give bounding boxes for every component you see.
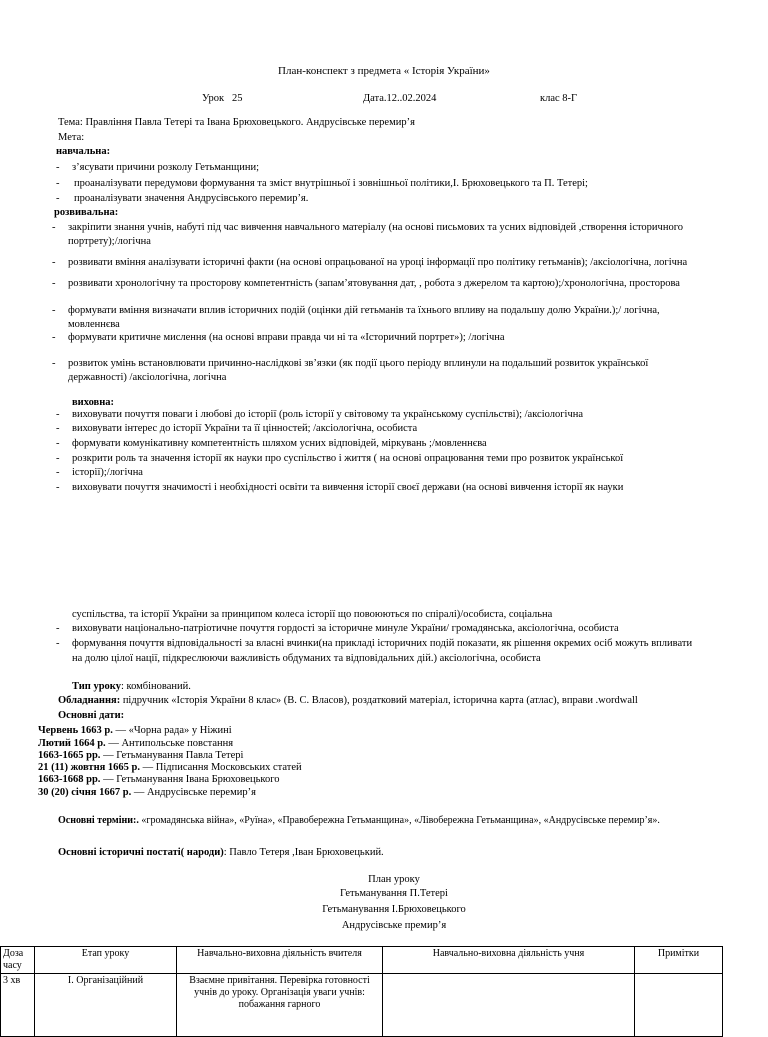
bullet-dash: - [52,332,56,343]
lesson-type-label: Тип уроку [72,681,121,692]
key-terms-label: Основні терміни:. [58,815,139,826]
upbringing-item: виховувати інтерес до історії України та її цінностей; /аксіологічна, особиста [72,423,418,434]
date-value: Червень 1663 р. [38,725,113,736]
developmental-item: закріпити знання учнів, набуті під час вивчення навчального матеріалу (на основі письмових та усних відповідей ,створення історичного [68,222,683,233]
lesson-stages-table [0,946,723,1037]
date-event: — Гетьманування Івана Брюховецького [100,774,280,785]
date-value: 30 (20) січня 1667 р. [38,787,132,798]
equipment [58,694,638,707]
cell-notes [635,974,723,1037]
date-entry [38,786,256,799]
developmental-item: формувати вміння визначати вплив історичних подій (оцінки дій гетьманів та їхнього впливу на подальшу долю України.);/ логічна, [68,305,660,316]
cell-duration: 3 хв [1,974,35,1037]
header-student-activity: Навчально-виховна діяльність учня [383,947,635,974]
bullet-dash: - [56,438,60,449]
header-duration: Доза часу [1,947,35,974]
upbringing-item: виховувати почуття поваги і любові до історії (роль історії у світовому та українському суспільстві); /аксіологічна [72,409,584,420]
date-value: 21 (11) жовтня 1665 р. [38,762,141,773]
upbringing-item-cont: на долю цілої нації, підкреслюючи важливість обдуманих та відповідальних дій.) аксіологічна, особиста [72,653,541,664]
educational-item: проаналізувати передумови формування та зміст внутрішньої і зовнішньої політики,І. Брюховецького та П. Тетері; [74,178,588,189]
dates-label: Основні дати: [58,710,125,721]
bullet-dash: - [56,193,60,204]
bullet-dash: - [56,162,60,173]
lesson-plan-title: План уроку [368,874,420,885]
lesson-class: клас 8-Г [540,93,578,104]
key-figures [58,846,384,859]
bullet-dash: - [56,623,60,634]
lesson-type [72,680,191,693]
key-figures-value: : Павло Тетеря ,Іван Брюховецький. [223,847,384,858]
date-entry [38,724,232,737]
lesson-date: Дата.12..02.2024 [363,93,437,104]
educational-item: з’ясувати причини розколу Гетьманщини; [72,162,260,173]
upbringing-item: розкрити роль та значення історії як науки про суспільство і життя ( на основі опрацювання теми про розвиток української [72,453,624,464]
upbringing-item-cont: суспільства, та історії України за принципом колеса історії що повоюються по спіралі)/особиста, соціальна [72,609,553,620]
bullet-dash: - [56,453,60,464]
cell-stage: І. Організаційний [35,974,177,1037]
upbringing-label: виховна: [72,397,115,408]
date-event: — Андрусівське перемир’я [131,787,256,798]
bullet-dash: - [56,467,60,478]
bullet-dash: - [56,482,60,493]
table-row [1,974,723,1037]
bullet-dash: - [56,638,60,649]
date-entry [38,773,280,786]
bullet-dash: - [56,409,60,420]
developmental-item: розвивати вміння аналізувати історичні факти (на основі опрацьованої на уроці інформації про політику гетьманів); /аксіологічна, логічна [68,257,688,268]
header-notes: Примітки [635,947,723,974]
cell-teacher-activity: Взаємне привітання. Перевірка готовності учнів до уроку. Організація уваги учнів: побажання гарного [177,974,383,1037]
goal-label: Мета: [58,132,85,143]
developmental-item-cont: державності) /аксіологічна, логічна [68,372,227,383]
key-figures-label: Основні історичні постаті( народи) [58,847,224,858]
cell-student-activity [383,974,635,1037]
bullet-dash: - [52,278,56,289]
bullet-dash: - [56,178,60,189]
upbringing-item: виховувати національно-патріотичне почуття гордості за історичне минуле України/ громадянська, аксіологічна, особиста [72,623,619,634]
upbringing-item: формування почуття відповідальності за власні вчинки(на прикладі історичних подій показати, як рішення окремих осіб можуть впливати [72,638,693,649]
header-teacher-activity: Навчально-виховна діяльність вчителя [177,947,383,974]
developmental-item: розвивати хронологічну та просторову компетентність (запам’ятовування дат, , робота з джерелом та картою);/хронологічна, просторова [68,278,680,289]
upbringing-item: формувати комунікативну компетентність шляхом усних відповідей, міркувань ;/мовленнєва [72,438,487,449]
developmental-item: формувати критичне мислення (на основі вправи правда чи ні та «Історичний портрет»); /логічна [68,332,505,343]
developmental-item: розвиток умінь встановлювати причинно-наслідкові зв’язки (як події цього періоду вплинули на подальший розвиток української [68,358,649,369]
date-event: — Підписання Московських статей [140,762,302,773]
date-event: — Гетьманування Павла Тетері [100,750,244,761]
lesson-plan-item: Гетьманування П.Тетері [340,888,448,899]
key-terms [58,814,660,827]
developmental-item-cont: мовленнєва [68,319,120,330]
date-event: — Антипольське повстання [105,738,234,749]
bullet-dash: - [52,305,56,316]
document-title: План-конспект з предмета « Історія України» [278,65,490,77]
bullet-dash: - [52,257,56,268]
lesson-type-value: : комбінований. [120,681,191,692]
educational-label: навчальна: [56,146,111,157]
date-value: 1663-1665 рр. [38,750,101,761]
educational-item: проаналізувати значення Андрусівського перемир’я. [74,193,309,204]
developmental-item-cont: портрету);/логічна [68,236,151,247]
date-value: 1663-1668 рр. [38,774,101,785]
equipment-value: підручник «Історія України 8 клас» (В. С. Власов), роздатковий матеріал, історична карта (атлас), вправи .wordwall [120,695,638,706]
header-stage: Етап уроку [35,947,177,974]
bullet-dash: - [52,222,56,233]
lesson-topic: Тема: Правління Павла Тетері та Івана Брюховецького. Андрусівське перемир’я [58,117,415,128]
lesson-plan-item: Андрусівське премир’я [341,920,447,931]
lesson-plan-item: Гетьманування І.Брюховецького [322,904,466,915]
upbringing-item: історії);/логічна [72,467,143,478]
lesson-number-value: 25 [232,93,243,104]
key-terms-value: «громадянська війна», «Руїна», «Правобережна Гетьманщина», «Лівобережна Гетьманщина», «Андрусівське перемир’я». [138,815,660,826]
upbringing-item: виховувати почуття значимості і необхідності освіти та вивчення історії своєї держави (на основі вивчення історії як науки [72,482,624,493]
equipment-label: Обладнання: [58,695,121,706]
developmental-label: розвивальна: [54,207,119,218]
lesson-label: Урок [202,93,225,104]
lesson-number [202,92,243,105]
bullet-dash: - [52,358,56,369]
date-event: — «Чорна рада» у Ніжині [112,725,232,736]
date-value: Лютий 1664 р. [38,738,106,749]
table-header-row [1,947,723,974]
bullet-dash: - [56,423,60,434]
